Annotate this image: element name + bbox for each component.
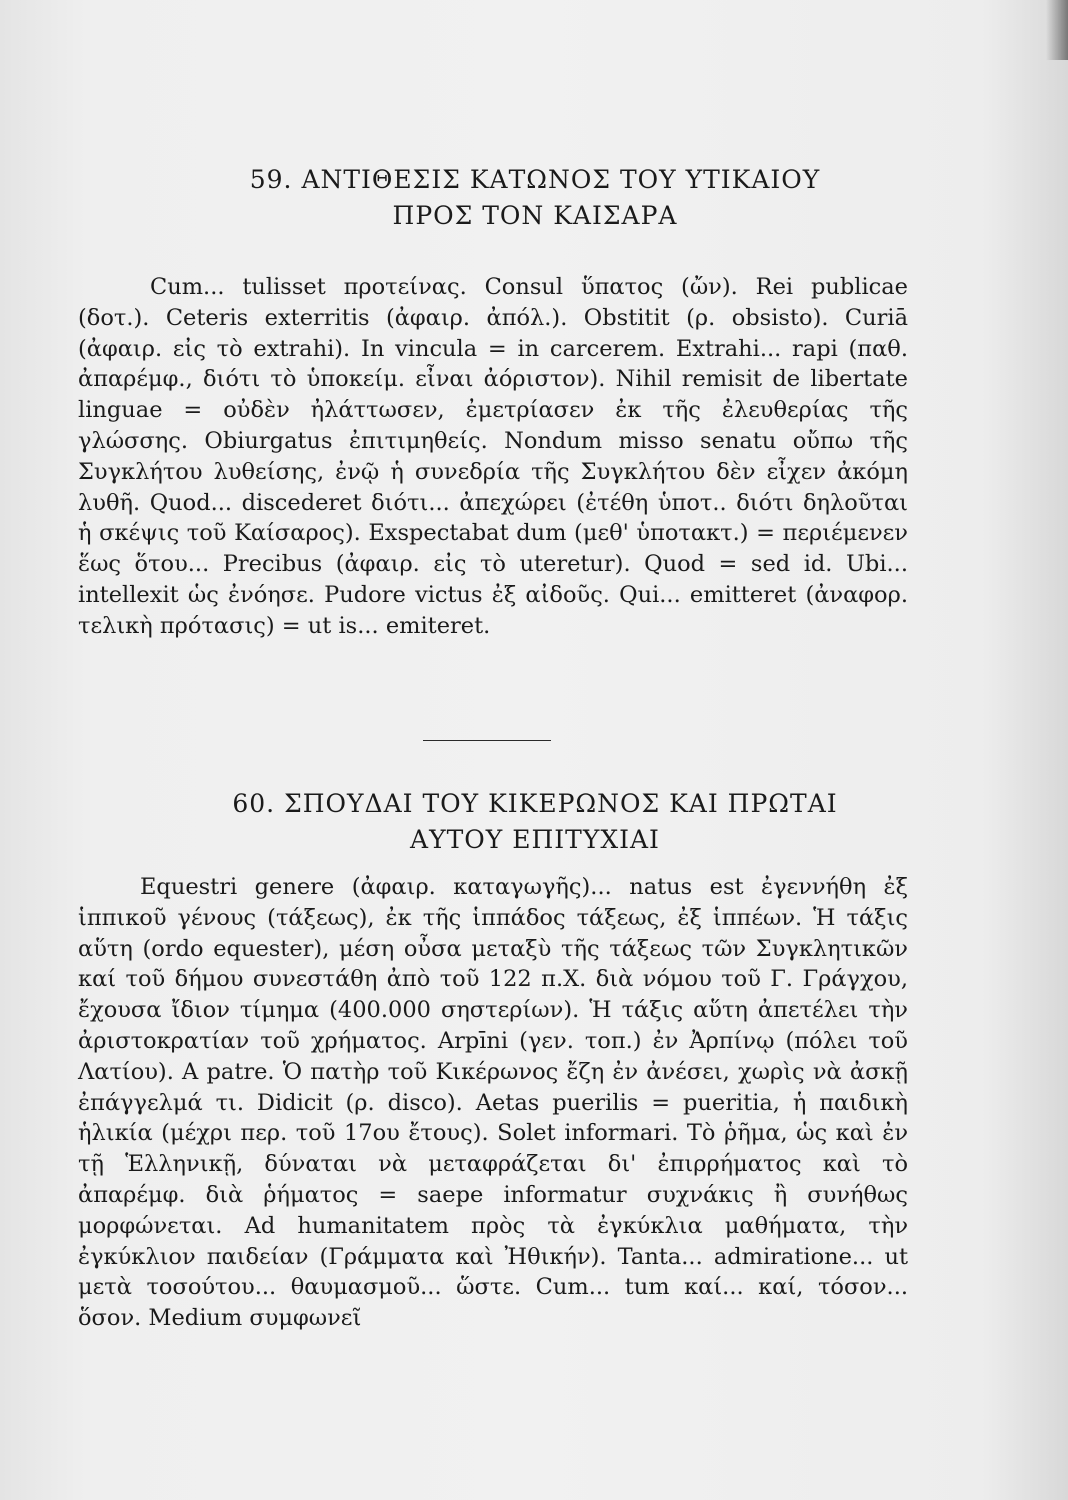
section-divider [423, 740, 551, 741]
section-59-heading [120, 162, 950, 234]
section-60-title-line2: ΑΥΤΟΥ ΕΠΙΤΥΧΙΑΙ [410, 825, 660, 854]
section-59-title-line2: ΠΡΟΣ ΤΟΝ ΚΑΙΣΑΡΑ [392, 201, 678, 230]
section-59-title-line1: 59. ΑΝΤΙΘΕΣΙΣ ΚΑΤΩΝΟΣ ΤΟΥ ΥΤΙΚΑΙΟΥ [249, 165, 821, 194]
section-59-paragraph: Cum... tulisset προτείνας. Consul ὕπατος (ὤν). Rei publicae (δοτ.). Ceteris exterritis (ἀφαιρ. ἀπόλ.). Obstitit (ρ. obsisto). Curiā (ἀφαιρ. εἰς τὸ extrahi). In vincula = in carcerem. Extrahi... rapi (παθ. ἀπαρέμφ., διότι τὸ ὑποκείμ. εἶναι ἀόριστον). Nihil remisit de libertate linguae = οὐδὲν ἠλάττωσεν, ἐμετρίασεν ἐκ τῆς ἐλευθερίας τῆς γλώσσης. Obiurgatus ἐπιτιμηθείς. Nondum misso senatu οὔπω τῆς Συγκλήτου λυθείσης, ἐνῷ ἡ συνεδρία τῆς Συγκλήτου δὲν εἶχεν ἀκόμη λυθῆ. Quod... discederet διότι... ἀπεχώρει (ἐτέθη ὑποτ.. διότι δηλοῦται ἡ σκέψις τοῦ Καίσαρος). Exspectabat dum (μεθ' ὑποτακτ.) = περιέμενεν ἕως ὅτου... Precibus (ἀφαιρ. εἰς τὸ uteretur). Quod = sed id. Ubi... intellexit ὡς ἐνόησε. Pudore victus ἐξ αἰδοῦς. Qui... emitteret (ἀναφορ. τελικὴ πρότασις) = ut is... emiteret. [78, 274, 908, 639]
section-60-heading [120, 786, 950, 858]
page-edge-shadow [1046, 0, 1068, 60]
section-60-paragraph: Equestri genere (ἀφαιρ. καταγωγῆς)... natus est ἐγεννήθη ἐξ ἱππικοῦ γένους (τάξεως), ἐκ τῆς ἱππάδος τάξεως, ἐξ ἱππέων. Ἡ τάξις αὕτη (ordo equester), μέση οὖσα μεταξὺ τῆς τάξεως τῶν Συγκλητικῶν καί τοῦ δήμου συνεστάθη ἀπὸ τοῦ 122 π.Χ. διὰ νόμου τοῦ Γ. Γράγχου, ἔχουσα ἴδιον τίμημα (400.000 σηστερίων). Ἡ τάξις αὕτη ἀπετέλει τὴν ἀριστοκρατίαν τοῦ χρήματος. Arpīni (γεν. τοπ.) ἐν Ἀρπίνῳ (πόλει τοῦ Λατίου). A patre. Ὁ πατὴρ τοῦ Κικέρωνος ἔζη ἐν ἀνέσει, χωρὶς νὰ ἀσκῇ ἐπάγγελμά τι. Didicit (ρ. disco). Aetas puerilis = pueritia, ἡ παιδικὴ ἡλικία (μέχρι περ. τοῦ 17ου ἔτους). Solet informari. Τὸ ῥῆμα, ὡς καὶ ἐν τῇ Ἑλληνικῇ, δύναται νὰ μεταφράζεται δι' ἐπιρρήματος καὶ τὸ ἀπαρέμφ. διὰ ῥήματος = saepe informatur συχνάκις ἢ συνήθως μορφώνεται. Ad humanitatem πρὸς τὰ ἐγκύκλια μαθήματα, τὴν ἐγκύκλιον παιδείαν (Γράμματα καὶ Ἠθικήν). Tanta... admiratione... ut μετὰ τοσούτου... θαυμασμοῦ... ὥστε. Cum... tum καί... καί, τόσον... ὅσον. Medium συμφωνεῖ [78, 874, 908, 1332]
section-60-title-line1: 60. ΣΠΟΥΔΑΙ ΤΟΥ ΚΙΚΕΡΩΝΟΣ ΚΑΙ ΠΡΩΤΑΙ [232, 789, 838, 818]
